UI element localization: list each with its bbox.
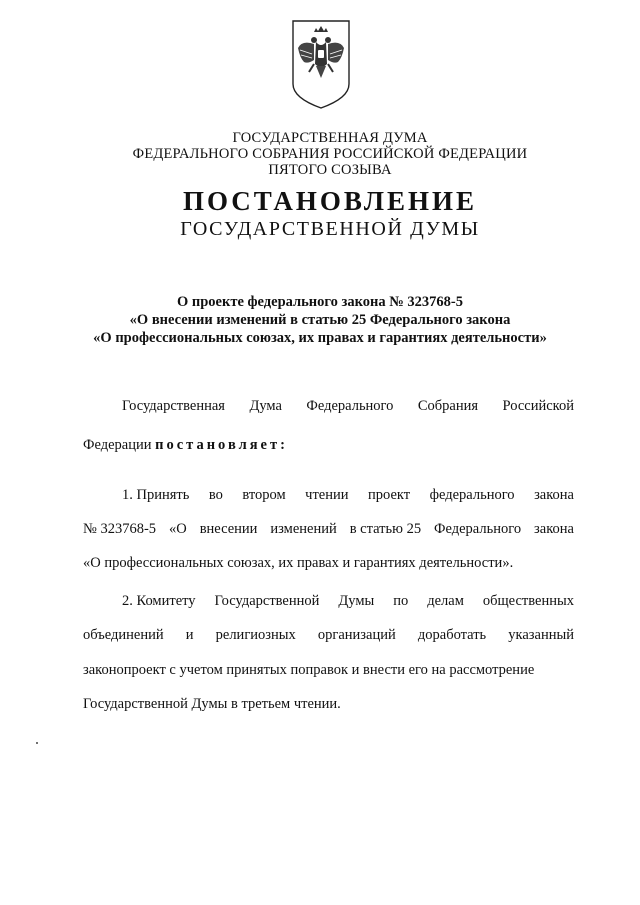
item1-word: 1. Принять [122, 487, 190, 503]
scan-speck [36, 742, 38, 744]
item1-word: втором [242, 487, 286, 503]
item1-word: закона [534, 487, 574, 503]
item2-word: делам [427, 593, 464, 609]
intro-word: Российской [502, 398, 574, 414]
coat-of-arms-emblem [290, 18, 352, 110]
item2-word: Думы [338, 593, 375, 609]
intro-word: Государственная [122, 398, 225, 414]
intro-word: Собрания [417, 398, 479, 414]
item2-word: 2. Комитету [122, 593, 196, 609]
item1-word: № 323768-5 [83, 521, 157, 537]
item1-line-3: «О профессиональных союзах, их правах и гарантиях деятельности». [83, 555, 514, 571]
intro-line-1 [122, 398, 574, 415]
item2-word: общественных [482, 593, 574, 609]
item2-word: организаций [317, 627, 396, 643]
subject-line-1: О проекте федерального закона № 323768-5 [176, 294, 464, 310]
item1-word: внесении [199, 521, 258, 537]
organization-parent: ФЕДЕРАЛЬНОГО СОБРАНИЯ РОССИЙСКОЙ ФЕДЕРАЦИИ [132, 146, 528, 162]
item1-word: изменений [270, 521, 337, 537]
subject-line-3: «О профессиональных союзах, их правах и гарантиях деятельности» [93, 330, 547, 346]
item1-word: в статью 25 [349, 521, 422, 537]
document-title: ПОСТАНОВЛЕНИЕ [182, 186, 478, 216]
item2-word: религиозных [215, 627, 296, 643]
item2-word: и [185, 627, 194, 643]
item2-line-1 [122, 593, 574, 610]
intro-word: Федерального [306, 398, 394, 414]
item1-word: во [208, 487, 223, 503]
item2-word: объединений [83, 627, 164, 643]
intro-line-2 [83, 437, 574, 454]
resolves-keyword: постановляет: [155, 437, 288, 453]
item2-line-4: Государственной Думы в третьем чтении. [83, 696, 341, 712]
convocation: ПЯТОГО СОЗЫВА [268, 162, 392, 178]
subject-line-2: «О внесении изменений в статью 25 Федерального закона [129, 312, 511, 328]
item2-word: указанный [508, 627, 574, 643]
document-subtitle: ГОСУДАРСТВЕННОЙ ДУМЫ [180, 218, 480, 240]
item1-word: «О [169, 521, 187, 537]
intro-text: Федерации [83, 437, 156, 453]
item2-word: Государственной [214, 593, 320, 609]
item1-word: закона [534, 521, 574, 537]
organization-name: ГОСУДАРСТВЕННАЯ ДУМА [232, 130, 428, 146]
item2-word: по [393, 593, 409, 609]
item1-word: чтении [305, 487, 349, 503]
intro-word: Дума [249, 398, 282, 414]
item1-word: проект [368, 487, 411, 503]
item2-line-2 [83, 627, 574, 644]
item1-line-2 [83, 521, 574, 538]
item1-line-1 [122, 487, 574, 504]
item1-word: Федерального [434, 521, 522, 537]
item1-word: федерального [429, 487, 515, 503]
item2-word: доработать [417, 627, 487, 643]
item2-line-3: законопроект с учетом принятых поправок и внести его на рассмотрение [83, 662, 535, 678]
